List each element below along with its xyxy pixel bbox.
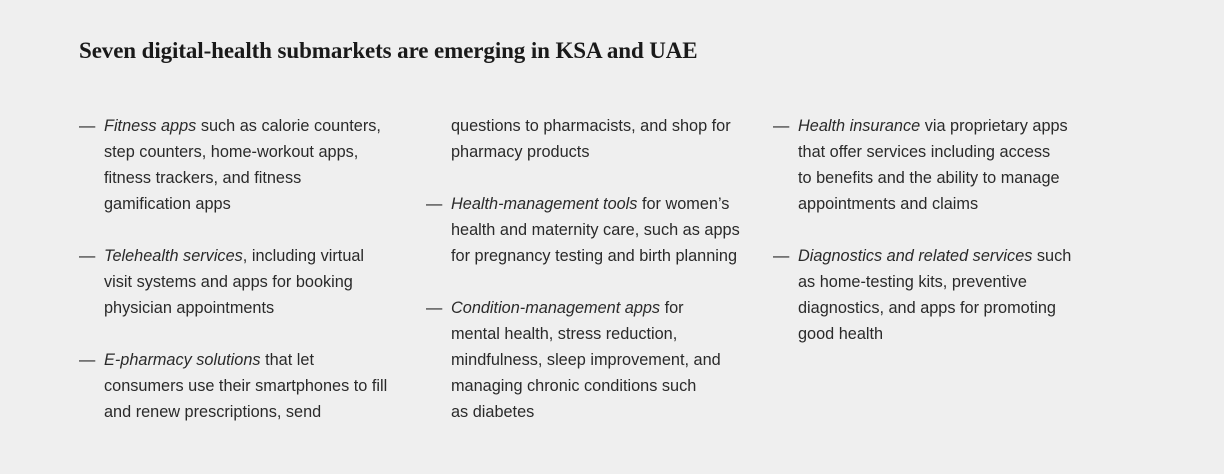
item-text: that let bbox=[260, 351, 314, 369]
item-line bbox=[798, 113, 1113, 139]
item-text: visit systems and apps for booking bbox=[104, 273, 353, 291]
item-text: to benefits and the ability to manage bbox=[798, 169, 1060, 187]
bullet-dash: — bbox=[426, 299, 443, 317]
item-term: Condition-management apps bbox=[451, 299, 661, 317]
item-text: such as calorie counters, bbox=[196, 117, 381, 135]
item-text: for pregnancy testing and birth planning bbox=[451, 247, 738, 265]
item-line bbox=[798, 139, 1113, 165]
item-text: that offer services including access bbox=[798, 143, 1051, 161]
item-term: Telehealth services bbox=[104, 247, 243, 265]
item-term: Diagnostics and related services bbox=[798, 247, 1033, 265]
item-text: and renew prescriptions, send bbox=[104, 403, 322, 421]
item-text: as diabetes bbox=[451, 403, 535, 421]
column-1 bbox=[79, 113, 419, 451]
item-line bbox=[451, 399, 766, 425]
column-2 bbox=[426, 113, 766, 451]
item-line bbox=[451, 373, 766, 399]
item-line bbox=[104, 139, 419, 165]
bullet-dash: — bbox=[79, 351, 96, 369]
item-text: physician appointments bbox=[104, 299, 275, 317]
item-text: gamification apps bbox=[104, 195, 231, 213]
item-text: appointments and claims bbox=[798, 195, 979, 213]
item-line bbox=[451, 295, 766, 321]
item-line bbox=[104, 243, 419, 269]
item-text: consumers use their smartphones to fill bbox=[104, 377, 388, 395]
item-line bbox=[104, 399, 419, 425]
item-line bbox=[798, 295, 1113, 321]
item-line bbox=[451, 243, 766, 269]
item-text: as home-testing kits, preventive bbox=[798, 273, 1027, 291]
item-text: pharmacy products bbox=[451, 143, 590, 161]
item-line bbox=[798, 165, 1113, 191]
item-term: E-pharmacy solutions bbox=[104, 351, 261, 369]
item-line bbox=[451, 217, 766, 243]
item-line bbox=[451, 139, 766, 165]
list-item bbox=[426, 191, 766, 269]
item-line bbox=[451, 321, 766, 347]
item-text: fitness trackers, and fitness bbox=[104, 169, 302, 187]
list-item bbox=[79, 347, 419, 425]
item-line bbox=[104, 165, 419, 191]
bullet-dash: — bbox=[79, 117, 96, 135]
item-term: Fitness apps bbox=[104, 117, 197, 135]
item-line bbox=[798, 321, 1113, 347]
item-line bbox=[104, 191, 419, 217]
item-line bbox=[798, 191, 1113, 217]
item-text: managing chronic conditions such bbox=[451, 377, 697, 395]
list-item bbox=[79, 113, 419, 217]
item-text: step counters, home-workout apps, bbox=[104, 143, 359, 161]
item-line bbox=[451, 191, 766, 217]
item-text: mental health, stress reduction, bbox=[451, 325, 678, 343]
bullet-dash: — bbox=[79, 247, 96, 265]
list-item bbox=[426, 295, 766, 425]
list-item bbox=[79, 243, 419, 321]
bullet-dash: — bbox=[773, 247, 790, 265]
column-3 bbox=[773, 113, 1113, 373]
item-text: questions to pharmacists, and shop for bbox=[451, 117, 731, 135]
bullet-dash: — bbox=[426, 195, 443, 213]
item-line bbox=[798, 269, 1113, 295]
item-line bbox=[451, 347, 766, 373]
item-text: for bbox=[660, 299, 684, 317]
item-line bbox=[104, 373, 419, 399]
list-item bbox=[773, 113, 1113, 217]
item-text: for women’s bbox=[637, 195, 730, 213]
page-title: Seven digital-health submarkets are emerging in KSA and UAE bbox=[79, 38, 698, 63]
item-text: , including virtual bbox=[242, 247, 365, 265]
item-term: Health-management tools bbox=[451, 195, 638, 213]
item-line bbox=[104, 347, 419, 373]
item-text: via proprietary apps bbox=[920, 117, 1068, 135]
item-line bbox=[104, 269, 419, 295]
item-text: good health bbox=[798, 325, 884, 343]
item-line bbox=[451, 113, 766, 139]
list-item bbox=[773, 243, 1113, 347]
item-line bbox=[104, 295, 419, 321]
bullet-dash: — bbox=[773, 117, 790, 135]
item-line bbox=[104, 113, 419, 139]
item-text: health and maternity care, such as apps bbox=[451, 221, 740, 239]
list-item bbox=[426, 113, 766, 165]
item-text: diagnostics, and apps for promoting bbox=[798, 299, 1056, 317]
item-line bbox=[798, 243, 1113, 269]
item-term: Health insurance bbox=[798, 117, 921, 135]
item-text: mindfulness, sleep improvement, and bbox=[451, 351, 721, 369]
item-text: such bbox=[1032, 247, 1072, 265]
